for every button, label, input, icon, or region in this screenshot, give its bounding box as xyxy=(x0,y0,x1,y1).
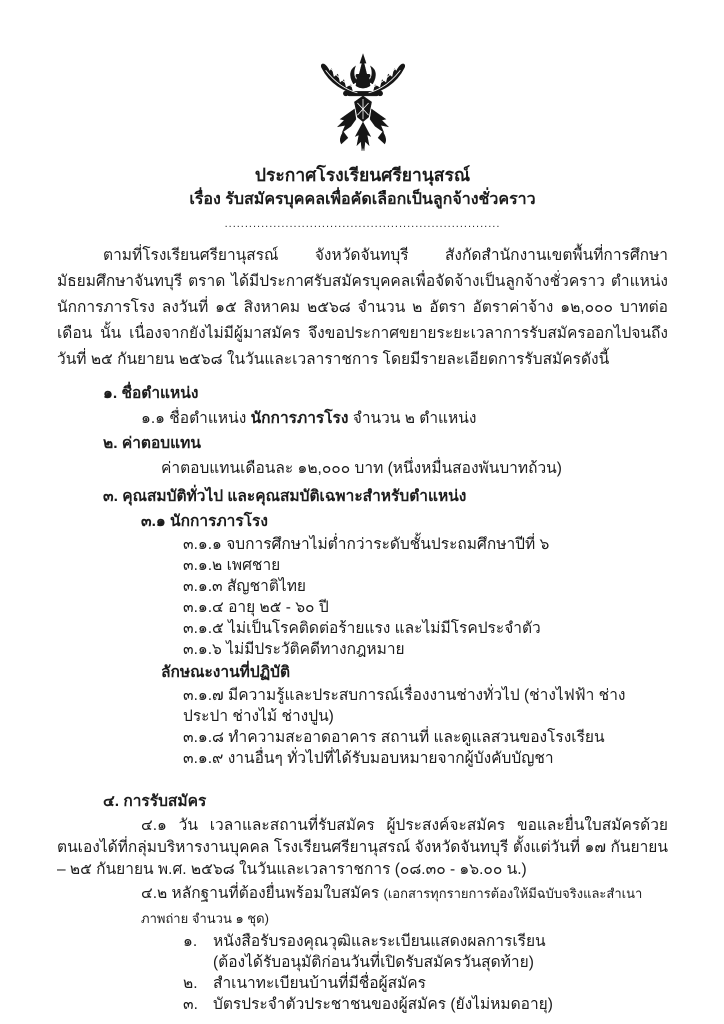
document-item-text: บัตรประจำตัวประชาชนของผู้สมัคร (ยังไม่หมดอายุ) xyxy=(213,996,553,1013)
section4-item2-note: (เอกสารทุกรายการต้องให้มีฉบับจริงและสำเนาภาพถ่าย จำนวน ๑ ชุด) xyxy=(141,886,643,926)
duty-item: ๓.๑.๗ มีความรู้และประสบการณ์เรื่องงานช่างทั่วไป (ช่างไฟฟ้า ช่างประปา ช่างไม้ ช่างปูน) xyxy=(183,687,626,725)
document-item-note: (ต้องได้รับอนุมัติก่อนวันที่เปิดรับสมัครวันสุดท้าย) xyxy=(213,954,534,971)
section4-item1-paragraph: ๔.๑ วัน เวลาและสถานที่รับสมัคร ผู้ประสงค์จะสมัคร ขอและยื่นใบสมัครด้วยตนเองได้ที่กลุ่มบริหารงานบุคคล โรงเรียนศรียานุสรณ์ จังหวัดจันทบุรี ตั้งแต่วันที่ ๑๗ กันยายน – ๒๕ กันยายน พ.ศ. ๒๕๖๘ ในวันและเวลาราชการ (๐๘.๓๐ - ๑๖.๐๐ น.) xyxy=(57,817,668,878)
section3-heading: ๓. คุณสมบัติทั่วไป และคุณสมบัติเฉพาะสำหรับตำแหน่ง xyxy=(103,488,467,505)
required-document-item xyxy=(57,931,668,952)
document-item-text: สำเนาทะเบียนบ้านที่มีชื่อผู้สมัคร xyxy=(213,975,426,992)
duties-heading: ลักษณะงานที่ปฏิบัติ xyxy=(161,664,291,681)
section2-body: ค่าตอบแทนเดือนละ ๑๒,๐๐๐ บาท (หนึ่งหมื่นสองพันบาทถ้วน) xyxy=(161,460,562,477)
section4-item2-label: ๔.๒ หลักฐานที่ต้องยื่นพร้อมใบสมัคร xyxy=(141,885,384,902)
document-item-text: หนังสือรับรองคุณวุฒิและระเบียนแสดงผลการเรียน xyxy=(213,933,546,950)
qualification-item: ๓.๑.๑ จบการศึกษาไม่ต่ำกว่าระดับชั้นประถมศึกษาปีที่ ๖ xyxy=(183,536,550,553)
garuda-emblem-icon xyxy=(309,52,417,154)
qualification-item: ๓.๑.๓ สัญชาติไทย xyxy=(183,578,307,595)
qualification-item: ๓.๑.๕ ไม่เป็นโรคติดต่อร้ายแรง และไม่มีโรคประจำตัว xyxy=(183,620,541,637)
section4-item2 xyxy=(57,881,668,931)
document-item-number: ๑. xyxy=(183,933,198,950)
required-document-item xyxy=(57,994,668,1015)
qualification-item: ๓.๑.๖ ไม่มีประวัติคดีทางกฎหมาย xyxy=(183,641,405,658)
announcement-subject: เรื่อง รับสมัครบุคคลเพื่อคัดเลือกเป็นลูกจ้างชั่วคราว xyxy=(189,191,536,208)
duty-item: ๓.๑.๙ งานอื่นๆ ทั่วไปที่ได้รับมอบหมายจากผู้บังคับบัญชา xyxy=(183,750,554,767)
section1-heading: ๑. ชื่อตำแหน่ง xyxy=(103,385,199,402)
position-name: นักการภารโรง xyxy=(250,410,349,427)
section1-item-pre: ๑.๑ ชื่อตำแหน่ง xyxy=(141,410,251,427)
section1-item xyxy=(57,406,668,431)
dotted-divider: .................................................................... xyxy=(224,218,501,230)
document-item-number: ๓. xyxy=(183,996,198,1013)
section3-subheading: ๓.๑ นักการภารโรง xyxy=(141,513,268,530)
intro-paragraph: ตามที่โรงเรียนศรียานุสรณ์ จังหวัดจันทบุรี สังกัดสำนักงานเขตพื้นที่การศึกษามัธยมศึกษาจันทบุรี ตราด ได้มีประกาศรับสมัครบุคคลเพื่อจัดจ้างเป็นลูกจ้างชั่วคราว ตำแหน่ง นักการภารโรง ลงวันที่ ๑๕ สิงหาคม ๒๕๖๘ จำนวน ๒ อัตรา อัตราค่าจ้าง ๑๒,๐๐๐ บาทต่อเดือน นั้น เนื่องจากยังไม่มีผู้มาสมัคร จึงขอประกาศขยายระยะเวลาการรับสมัครออกไปจนถึงวันที่ ๒๕ กันยายน ๒๕๖๘ ในวันและเวลาราชการ โดยมีรายละเอียดการรับสมัครดังนี้ xyxy=(57,247,668,368)
section4-heading: ๔. การรับสมัคร xyxy=(103,793,207,810)
section1-item-post: จำนวน ๒ ตำแหน่ง xyxy=(348,410,477,427)
section2-heading: ๒. ค่าตอบแทน xyxy=(103,435,201,452)
duty-item: ๓.๑.๘ ทำความสะอาดอาคาร สถานที่ และดูแลสวนของโรงเรียน xyxy=(183,729,605,746)
required-document-item xyxy=(57,973,668,994)
announcement-title: ประกาศโรงเรียนศรียานุสรณ์ xyxy=(254,165,471,185)
qualification-item: ๓.๑.๒ เพศชาย xyxy=(183,557,281,574)
document-item-number: ๒. xyxy=(183,975,198,992)
qualification-item: ๓.๑.๔ อายุ ๒๕ - ๖๐ ปี xyxy=(183,599,329,616)
